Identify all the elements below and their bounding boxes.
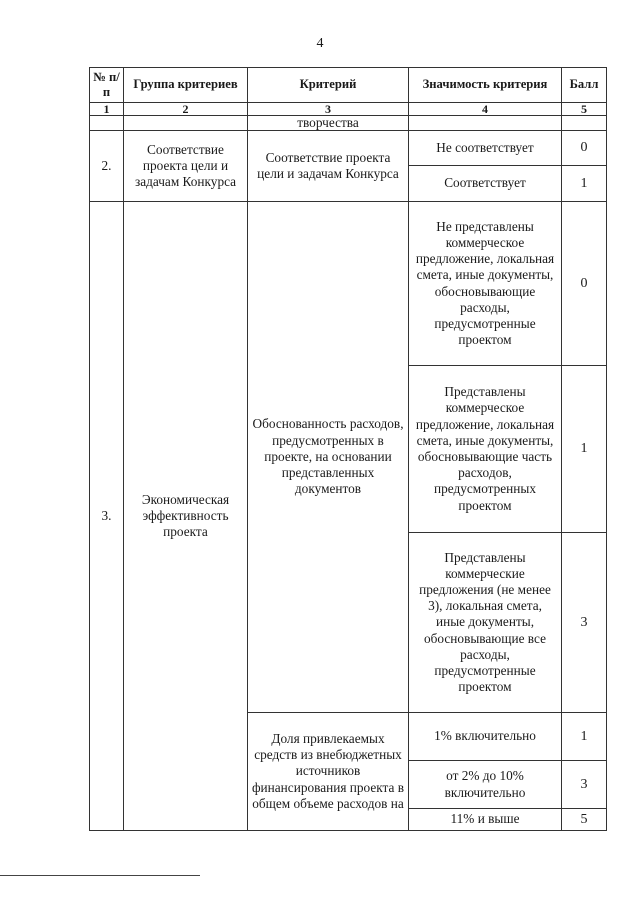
criteria-group: Экономическая эффективность проекта: [124, 202, 248, 831]
table-cell: [124, 116, 248, 131]
significance-level: от 2% до 10% включительно: [409, 761, 562, 809]
significance-level: Соответствует: [409, 166, 562, 202]
significance-level: Не представлены коммерческое предложение, локальная смета, иные документы, обосновывающие расходы, предусмотренные проектом: [409, 202, 562, 366]
column-number: 5: [562, 103, 607, 116]
table-cell: [90, 116, 124, 131]
criterion: Обоснованность расходов, предусмотренных в проекте, на основании представленных документов: [248, 202, 409, 713]
criterion: Доля привлекаемых средств из внебюджетных источников финансирования проекта в общем объеме расходов на: [248, 713, 409, 831]
table-header-row: [90, 68, 607, 103]
significance-level: Представлены коммерческие предложения (не менее 3), локальная смета, иные документы, обосновывающие все расходы, предусмотренные проектом: [409, 533, 562, 713]
header-criterion: Критерий: [248, 68, 409, 103]
page-number: 4: [316, 36, 324, 51]
score-value: 0: [562, 202, 607, 366]
footnote-divider: [0, 875, 200, 876]
continuation-row: [90, 116, 607, 131]
header-group: Группа критериев: [124, 68, 248, 103]
table-cell: [562, 116, 607, 131]
table-row: [90, 131, 607, 166]
column-numbers-row: [90, 103, 607, 116]
score-value: 3: [562, 533, 607, 713]
column-number: 3: [248, 103, 409, 116]
significance-level: 1% включительно: [409, 713, 562, 761]
score-value: 0: [562, 131, 607, 166]
score-value: 1: [562, 166, 607, 202]
column-number: 1: [90, 103, 124, 116]
row-number: 3.: [90, 202, 124, 831]
table-cell: [409, 116, 562, 131]
significance-level: 11% и выше: [409, 809, 562, 831]
header-significance: Значимость критерия: [409, 68, 562, 103]
significance-level: Представлены коммерческое предложение, локальная смета, иные документы, обосновывающие часть расходов, предусмотренных проектом: [409, 366, 562, 533]
score-value: 1: [562, 713, 607, 761]
table-row: [90, 202, 607, 366]
header-score: Балл: [562, 68, 607, 103]
column-number: 2: [124, 103, 248, 116]
row-number: 2.: [90, 131, 124, 202]
significance-level: Не соответствует: [409, 131, 562, 166]
header-num: № п/п: [90, 68, 124, 103]
score-value: 5: [562, 809, 607, 831]
criteria-table: [89, 67, 607, 831]
criterion: Соответствие проекта цели и задачам Конкурса: [248, 131, 409, 202]
score-value: 1: [562, 366, 607, 533]
continuation-text: творчества: [248, 116, 409, 131]
column-number: 4: [409, 103, 562, 116]
score-value: 3: [562, 761, 607, 809]
criteria-group: Соответствие проекта цели и задачам Конкурса: [124, 131, 248, 202]
